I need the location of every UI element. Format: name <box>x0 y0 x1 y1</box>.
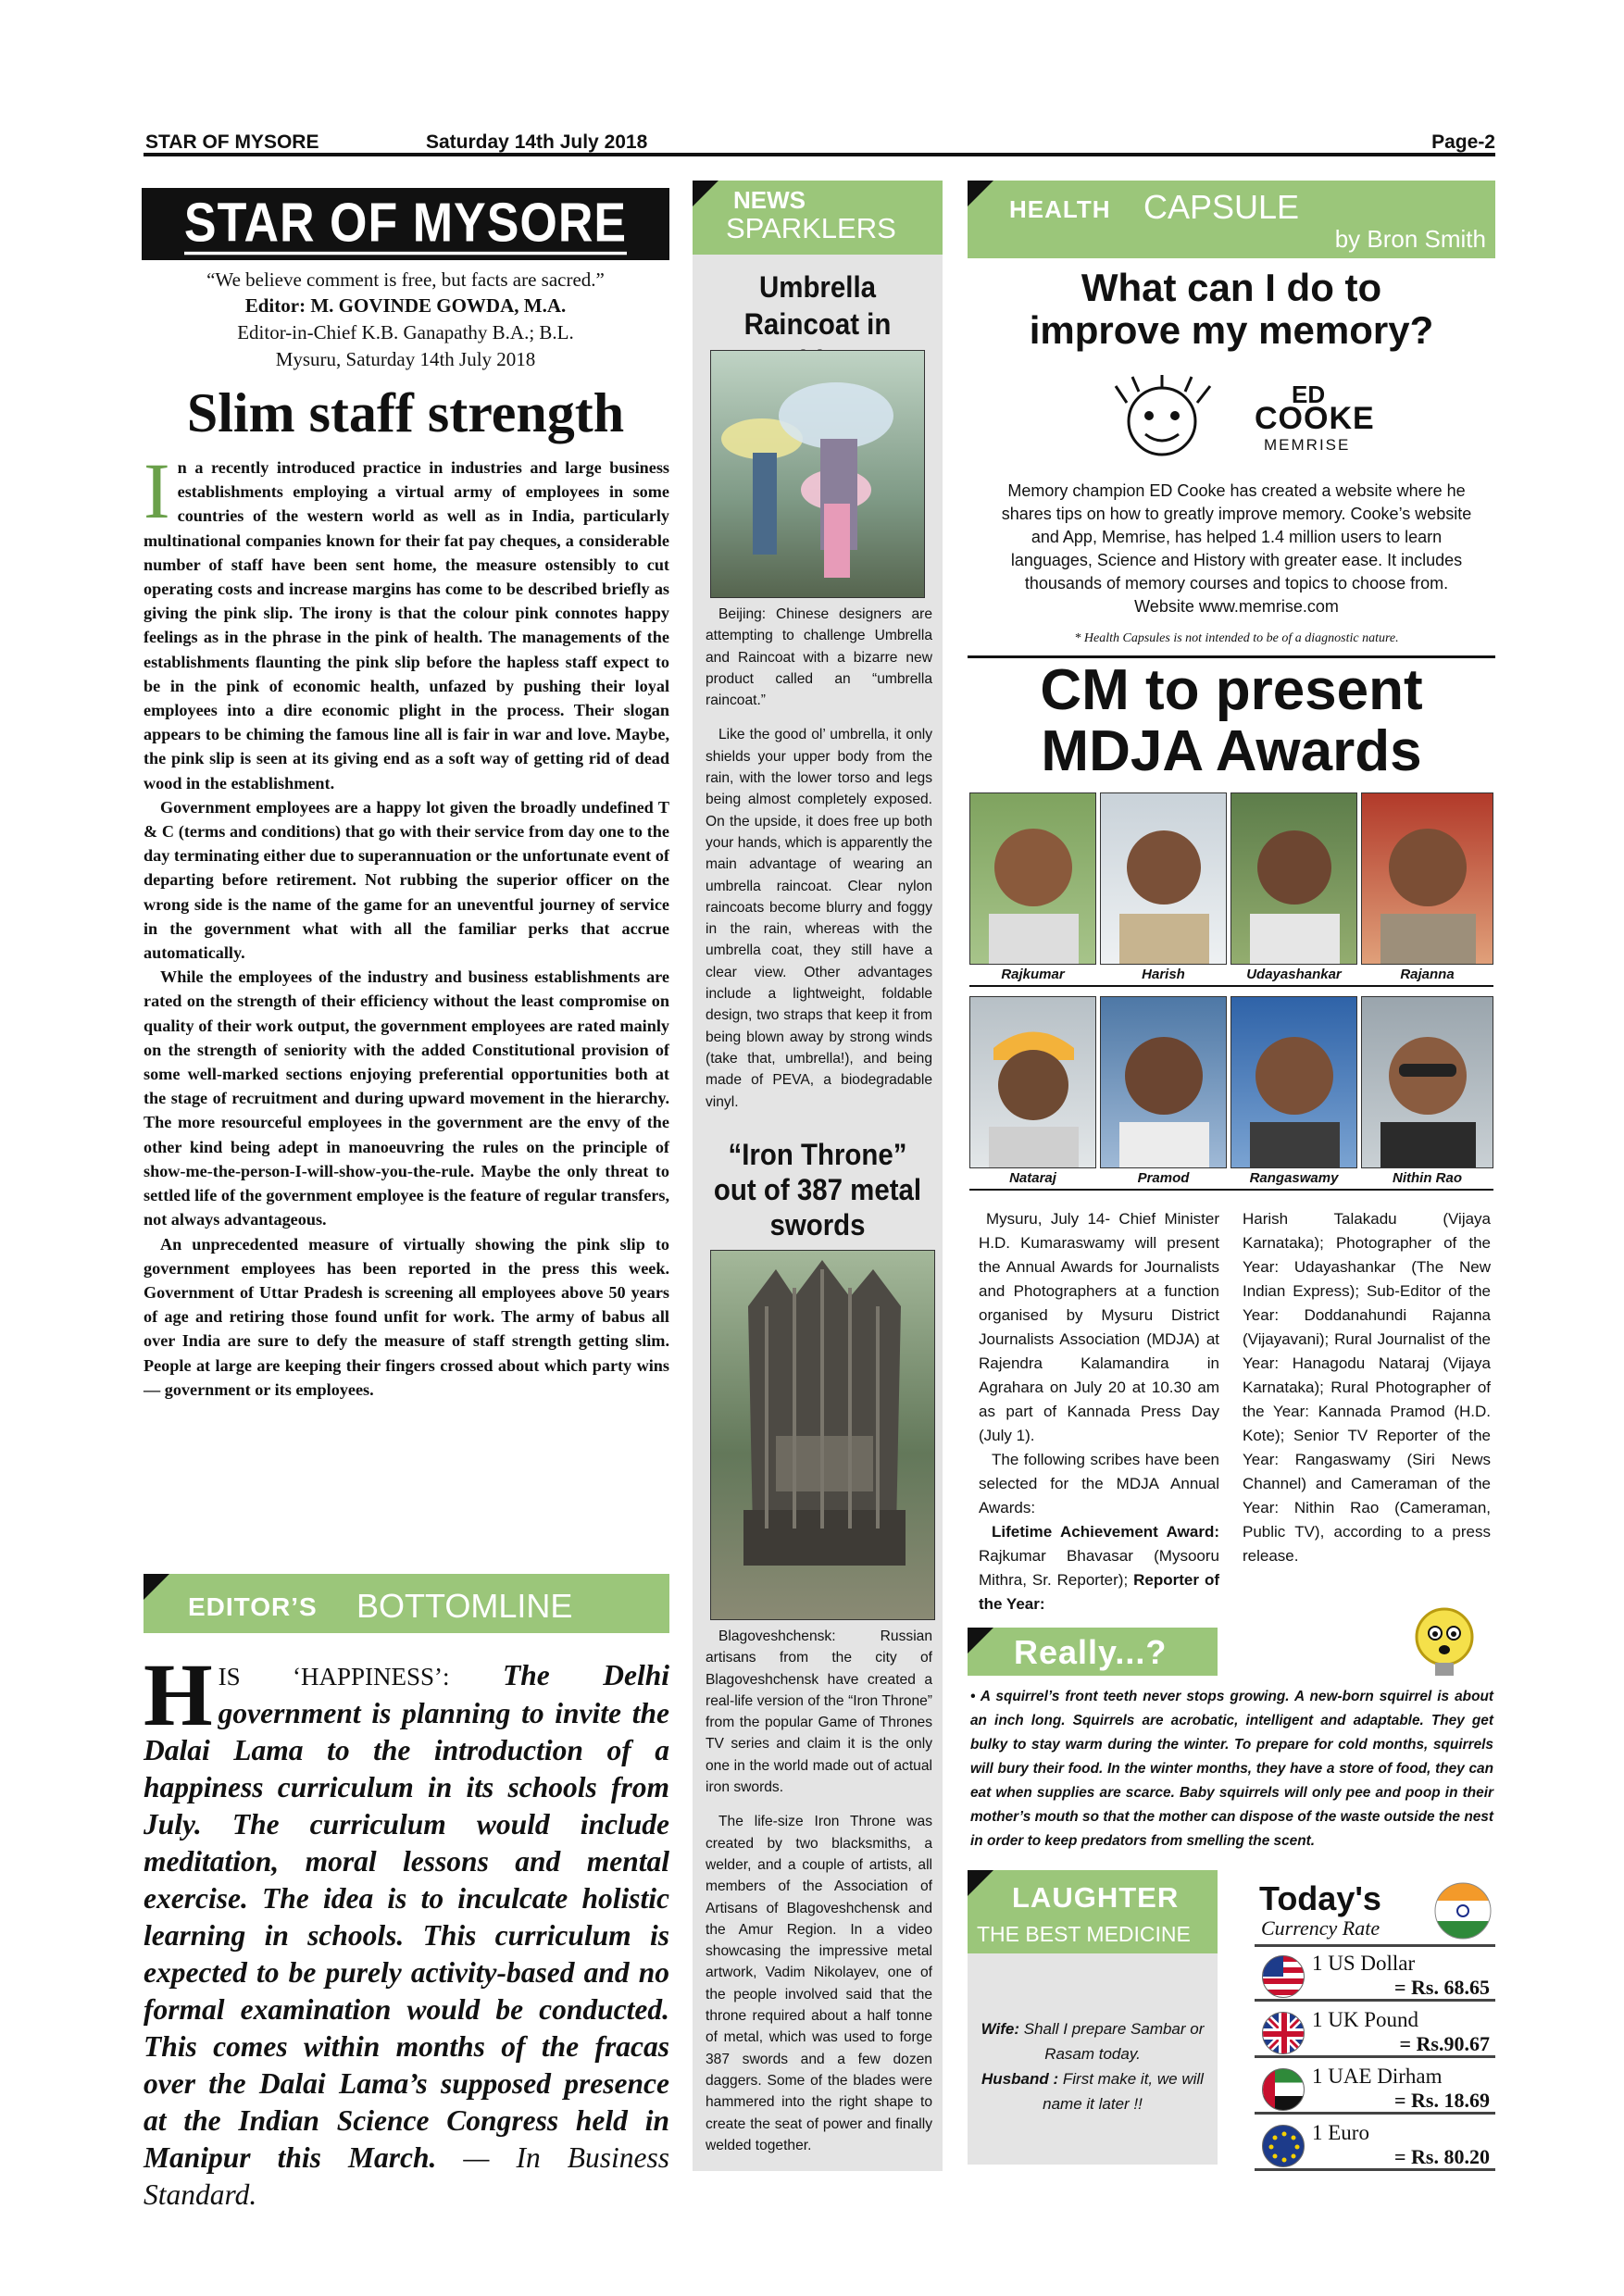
photo-nataraj <box>969 996 1096 1168</box>
currency-subtitle: Currency Rate <box>1261 1916 1380 1940</box>
awards-lifetime-text: Rajkumar Bhavasar (Mysooru Mithra, Sr. Reporter); <box>979 1547 1219 1589</box>
bottomline-label-light: BOTTOMLINE <box>356 1587 573 1625</box>
husband-line: First make it, we will name it later !! <box>1043 2070 1204 2113</box>
awards-title1: CM to present <box>1040 658 1423 722</box>
rate-aed-value: = Rs. 18.69 <box>1394 2089 1490 2112</box>
portrait-icon <box>1231 793 1357 965</box>
health-label-light: CAPSULE <box>1143 188 1300 226</box>
health-note: * Health Capsules is not intended to be of a diagnostic nature. <box>1074 631 1399 645</box>
photo-row2-rule <box>969 1189 1493 1191</box>
laughter-label2: THE BEST MEDICINE <box>977 1922 1191 1946</box>
umbrella-raincoat-photo <box>710 350 925 598</box>
awards-col1b: The following scribes have been selected for the MDJA Annual Awards: <box>979 1451 1219 1516</box>
rate-row-gbp <box>1255 2004 1495 2058</box>
rate-usd-value: = Rs. 68.65 <box>1394 1976 1490 1999</box>
really-body: A squirrel’s front teeth never stops growing. A new-born squirrel is about an inch long. Squirrels are acrobatic, intelligent and adaptable. They get bulky to stay warm during the winter. To prepare for cold months, squirrels will bury their food. In the winter months, they have a store of food, they can eat when supplies are scarce. Baby squirrels will only pee and poop in their mother’s mouth so that the mother can dispose of the waste outside the nest in order to keep predators from smelling the scent. <box>970 1689 1493 1849</box>
photo-nithin-rao <box>1361 996 1493 1168</box>
sparklers-banner <box>693 181 943 255</box>
umbrella-raincoat-illustration <box>711 351 925 598</box>
rate-eur-name: 1 Euro <box>1312 2121 1369 2144</box>
eu-flag-icon <box>1262 2125 1305 2167</box>
really-banner <box>968 1628 1218 1676</box>
logo-ed: ED <box>1292 381 1326 408</box>
editorial-p4: An unprecedented measure of virtually showing the pink slip to government employees has been reported in the press this week. Government of Uttar Pradesh is screening all employees above 50 years of age and retiring those found unfit for work. The army of babus all over India are sure to defy the measure of staff strength getting slim. People at large are keeping their fingers crossed about which party wins — government or its employees. <box>144 1234 669 1399</box>
really-label: Really...? <box>1014 1633 1168 1671</box>
laughter-joke <box>977 2016 1208 2116</box>
logo-cooke: COOKE <box>1255 401 1375 436</box>
sparklers-h2: “Iron Throne” out of 387 metal swords <box>713 1138 922 1242</box>
portrait-icon <box>1101 997 1227 1168</box>
rate-row-eur <box>1255 2117 1495 2171</box>
bottomline-text: The Delhi government is planning to invite the Dalai Lama to the introduction of a happiness curriculum in its schools from July. The curriculum would include meditation, moral lessons and mental exercise. The idea is to inculcate holistic learning in schools. This curriculum is expected to be purely activity-based and no formal examination would be conducted. This comes within months of the fracas over the Dalai Lama’s supposed presence at the Indian Science Congress held in Manipur this March. <box>144 1659 669 2174</box>
portrait-icon <box>970 793 1096 965</box>
wife-line: Shall I prepare Sambar or Rasam today. <box>1023 2020 1205 2063</box>
rate-row-usd <box>1255 1948 1495 2002</box>
memrise-logo <box>1106 375 1375 463</box>
health-label-bold: HEALTH <box>1009 195 1111 223</box>
awards-col1c <box>979 1520 1219 1616</box>
rate-gbp-value: = Rs.90.67 <box>1399 2032 1490 2055</box>
masthead-editor: Editor: M. GOVINDE GOWDA, M.A. <box>244 294 567 317</box>
really-corner <box>968 1628 993 1653</box>
name-rajkumar: Rajkumar <box>1001 967 1065 982</box>
really-text <box>970 1685 1493 1853</box>
sparklers-label1: NEWS <box>733 186 806 214</box>
health-title: What can I do to improve my memory? <box>1029 266 1434 352</box>
iron-throne-photo <box>710 1250 935 1620</box>
sparklers-body1 <box>706 604 932 1113</box>
sparklers-p4: The life-size Iron Throne was created by two blacksmiths, a welder, and a couple of artists, all members of the Association of Artisans of Blagoveshchensk and the Amur Region. In a video showcasing the impressive metal artwork, Vadim Nikolayev, one of the people involved said that the throne required about a half tonne of metal, which was used to forge 387 swords and a few dozen daggers. Some of the blades were hammered into the right shape to create the seat of power and finally welded together. <box>706 1814 932 2153</box>
bottomline-dropcap: H <box>144 1645 213 1744</box>
portrait-icon <box>1362 997 1493 1168</box>
sparklers-p3: Blagoveshchensk: Russian artisans from the city of Blagoveshchensk have created a real-life version of the “Iron Throne” from the popular Game of Thrones TV series and claim it is the only one in the world made out of actual iron swords. <box>706 1628 932 1796</box>
rate-aed-name: 1 UAE Dirham <box>1312 2065 1443 2088</box>
bottomline-body <box>144 1645 670 2214</box>
health-corner <box>968 181 993 206</box>
editorial-p3: While the employees of the industry and business establishments are rated on the strength of their efficiency without the least compromise on quality of their work output, the government employees are rated mainly on the strength of seniority with the added Constitutional provision of some well-marked sections enjoying preferential opportunities both at the stage of recruitment and during upward movement in the hierarchy. The more resourceful employees in the government are the envy of the other kind being adept in manoeuvring the rules on the principle of show-me-the-person-I-will-show-you-the-rule. Maybe the only threat to settled life of the government employee is the feature of regular transfers, not always advantageous. <box>144 967 669 1229</box>
sparklers-p1: Beijing: Chinese designers are attempting to challenge Umbrella and Raincoat with a bizarre new product called an “umbrella raincoat.” <box>706 606 932 709</box>
awards-title2: MDJA Awards <box>1041 719 1422 783</box>
currency-title: Today's <box>1259 1879 1381 1917</box>
uae-flag-icon <box>1262 2068 1305 2111</box>
uk-flag-icon <box>1262 2012 1305 2054</box>
name-udayashankar: Udayashankar <box>1246 967 1342 982</box>
iron-throne-illustration <box>711 1251 935 1620</box>
name-pramod: Pramod <box>1137 1170 1190 1186</box>
laughter-corner <box>968 1870 993 1896</box>
editorial-dropcap: I <box>144 446 170 535</box>
header-page: Page-2 <box>1431 131 1495 153</box>
portrait-icon <box>1101 793 1227 965</box>
sparklers-label2: SPARKLERS <box>726 212 896 244</box>
photo-harish <box>1100 792 1227 965</box>
sparklers-corner <box>693 181 718 206</box>
name-harish: Harish <box>1142 967 1185 982</box>
awards-reporter-label: Reporter of the Year: <box>979 1571 1219 1613</box>
portrait-icon <box>1231 997 1357 1168</box>
lightbulb-icon <box>1407 1600 1491 1683</box>
bottomline-lead: IS ‘HAPPINESS’: <box>218 1663 450 1691</box>
name-rangaswamy: Rangaswamy <box>1249 1170 1339 1186</box>
editorial-p1-text: n a recently introduced practice in industries and large business establishments employing a virtual army of employees in some countries of the western world as well as in India, particularly multinational companies known for their fat pay cheques, a considerable number of staff have been sent home, the measure ostensibly to cut operating costs and increase margins has come to be described briefly as giving the pink slip. The irony is that the colour pink connotes happy feelings as in the phrase in the pink of health. The managements of the establishments flaunting the pink slip before the hapless staff expect to be in the pink of economic health, unfazed by pushing their loyal employees into a dire economic plight in the process. Their slogan appears to be chiming the famous line all is fair in war and love. Maybe, the pink slip is seen at its giving end as a soft way of getting rid of dead wood in the establishment. <box>144 458 669 792</box>
currency-top-rule <box>1255 1944 1495 1947</box>
ed-cooke-caricature <box>1106 375 1218 463</box>
editorial-p1 <box>144 446 669 795</box>
health-body: Memory champion ED Cooke has created a website where he shares tips on how to greatly improve memory. Cooke’s website and App, Memrise, has helped 1.4 million users to learn languages, Science and History with greater ease. It includes thousands of memory courses and topics to choose from. Website www.memrise.com <box>1001 481 1472 616</box>
india-flag-icon <box>1433 1881 1493 1940</box>
photo-row1-rule <box>969 985 1493 987</box>
photo-rangaswamy <box>1230 996 1357 1168</box>
awards-col2: Harish Talakadu (Vijaya Karnataka); Photographer of the Year: Udayashankar (The New Indian Express); Sub-Editor of the Year: Doddanahundi Rajanna (Vijayavani); Rural Journalist of the Year: Hanagodu Nataraj (Vijaya Karnataka); Rural Photographer of the Year: Kannada Pramod (H.D. Kote); Senior TV Reporter of the Year: Rangaswamy (Siri News Channel) and Cameraman of the Year: Nithin Rao (Cameraman, Public TV), according to a press release. <box>1243 1210 1491 1565</box>
bottomline-corner <box>144 1574 169 1600</box>
photo-udayashankar <box>1230 792 1357 965</box>
sparklers-p2: Like the good ol’ umbrella, it only shields your upper body from the rain, with the lower torso and legs being almost completely exposed. On the upside, it does free up both your hands, which is apparently the main advantage of wearing an umbrella raincoat. Clear nylon raincoats become blurry and foggy in the rain, whereas with the umbrella coat, they still have a clear view. Other advantages include a lightweight, foldable design, two straps that keep it from being blown away by strong winds (take that, umbrella!), and being made of PEVA, a biodegradable vinyl. <box>706 727 932 1110</box>
wife-label: Wife: <box>981 2020 1019 2038</box>
awards-col1 <box>979 1207 1219 1616</box>
awards-lifetime-label: Lifetime Achievement Award: <box>992 1523 1219 1541</box>
rate-eur-value: = Rs. 80.20 <box>1394 2145 1490 2168</box>
editorial-p2: Government employees are a happy lot given the broadly undefined T & C (terms and conditions) that go with their service from day one to the day terminating either due to superannuation or the unfortunate event of departing before retirement. Not rubbing the superior officer on the wrong side is the name of the game for an uneventful journey of service in the government what with all the familiar perks that accrue automatically. <box>144 797 669 963</box>
masthead-motto: “We believe comment is free, but facts are sacred.” <box>206 268 605 291</box>
name-nataraj: Nataraj <box>1009 1170 1056 1186</box>
photo-rajanna <box>1361 792 1493 965</box>
us-flag-icon <box>1262 1955 1305 1998</box>
name-nithin-rao: Nithin Rao <box>1393 1170 1462 1186</box>
bottomline-label-bold: EDITOR’S <box>188 1592 318 1621</box>
header-date: Saturday 14th July 2018 <box>426 131 648 153</box>
bottomline-banner <box>144 1574 669 1633</box>
logo-memrise: MEMRISE <box>1264 436 1351 454</box>
portrait-icon <box>1362 793 1493 965</box>
photo-rajkumar <box>969 792 1096 965</box>
bullet-icon: • <box>970 1689 981 1704</box>
editorial-title: Slim staff strength <box>186 382 625 443</box>
rate-gbp-name: 1 UK Pound <box>1312 2008 1419 2031</box>
portrait-icon <box>970 997 1096 1168</box>
laughter-label1: LAUGHTER <box>1012 1881 1180 1914</box>
masthead-title: STAR OF MYSORE <box>183 191 628 254</box>
masthead-dateline: Mysuru, Saturday 14th July 2018 <box>275 348 536 370</box>
husband-label: Husband : <box>981 2070 1059 2088</box>
masthead-box <box>142 188 669 260</box>
sparklers-body2 <box>706 1626 932 2156</box>
header-paper: STAR OF MYSORE <box>145 131 319 153</box>
sparklers-h1: Umbrella Raincoat in <box>743 270 892 341</box>
bottomline-source: — In Business Standard. <box>144 2141 670 2211</box>
awards-col1a: Mysuru, July 14- Chief Minister H.D. Kumaraswamy will present the Annual Awards for Journalists and Photographers at a function organised by Mysuru District Journalists Association (MDJA) at Rajendra Kalamandira in Agrahara on July 20 at 10.30 am as part of Kannada Press Day (July 1). <box>979 1210 1219 1444</box>
health-byline: by Bron Smith <box>1334 225 1486 253</box>
health-banner <box>968 181 1495 258</box>
editorial-body <box>144 446 669 1402</box>
rate-row-aed <box>1255 2061 1495 2115</box>
photo-pramod <box>1100 996 1227 1168</box>
rate-usd-name: 1 US Dollar <box>1312 1952 1416 1975</box>
laughter-banner <box>968 1870 1218 1953</box>
name-rajanna: Rajanna <box>1400 967 1455 982</box>
header-rule <box>144 153 1495 156</box>
masthead-chief: Editor-in-Chief K.B. Ganapathy B.A.; B.L. <box>237 321 574 343</box>
